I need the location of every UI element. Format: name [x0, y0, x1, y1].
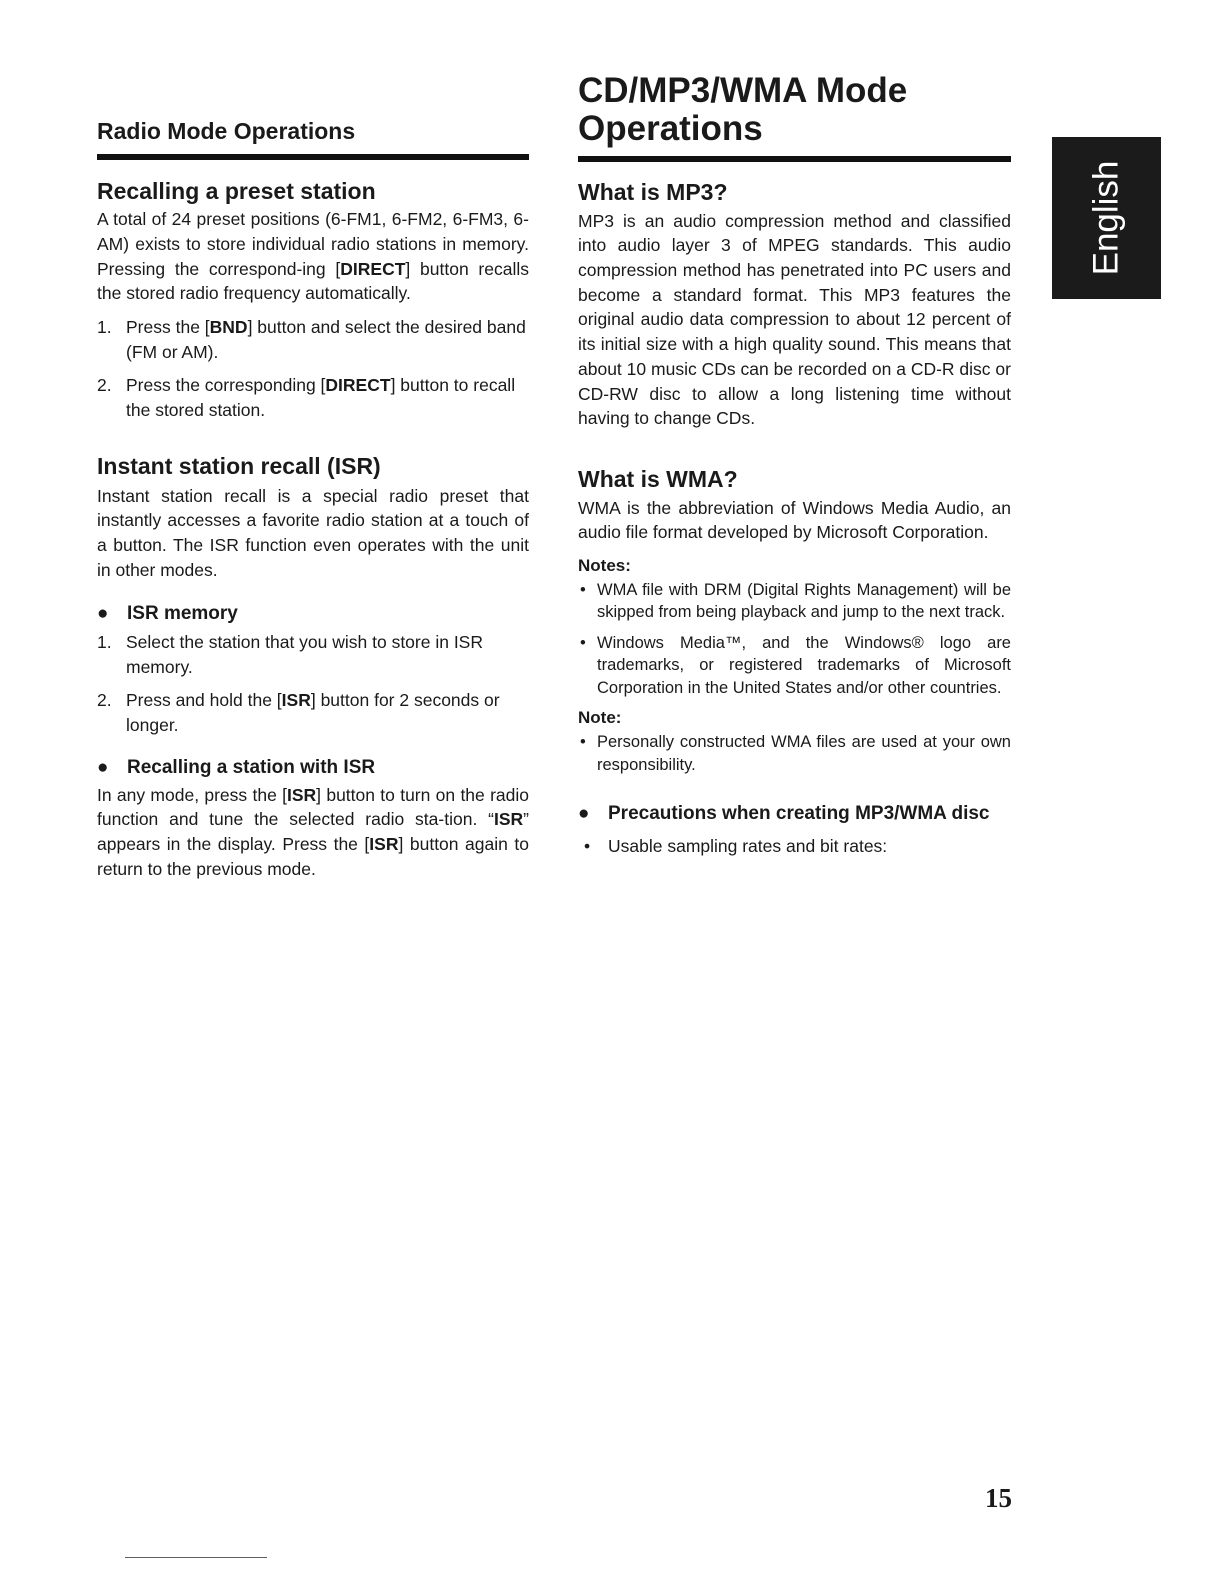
- bullet-icon: •: [580, 733, 586, 752]
- section-rule: [97, 154, 529, 160]
- list-item: 2. Press the corresponding [DIRECT] button to recall the stored station.: [97, 375, 516, 420]
- heading-what-is-mp3: What is MP3?: [578, 179, 728, 205]
- language-tab: English: [1052, 137, 1161, 299]
- page-title: CD/MP3/WMA Mode Operations: [578, 71, 908, 148]
- footer-line: [125, 1557, 267, 1558]
- list-item: • Usable sampling rates and bit rates:: [584, 836, 888, 857]
- list-item: • Windows Media™, and the Windows® logo are trademarks, or registered trademarks of Microsoft Corporation in the United States and/or other countries.: [580, 633, 1011, 697]
- list-item: 2. Press and hold the [ISR] button for 2 seconds or longer.: [97, 690, 500, 736]
- mp3-body: MP3 is an audio compression method and classified into audio layer 3 of MPEG standards. This audio compression method has penetrated into PC users and become a standard format. This MP3 features the original audio data compression to about 12 percent of its initial size with a high quality sound. This means that about 10 music CDs can be recorded on a CD-R disc or CD-RW disc to allow a long listening time without having to change CDs.: [578, 210, 1011, 429]
- preset-steps: [97, 315, 529, 423]
- heading-isr-memory: ● ISR memory: [97, 602, 529, 627]
- bullet-icon: •: [580, 633, 586, 652]
- heading-what-is-wma: What is WMA?: [578, 465, 738, 492]
- notes-list: [578, 579, 1011, 700]
- bullet-icon: •: [580, 580, 586, 599]
- left-column: [97, 118, 529, 882]
- list-item: • Personally constructed WMA files are used at your own responsibility.: [580, 733, 1011, 774]
- bullet-icon: ●: [97, 757, 109, 779]
- heading-recalling-isr: ● Recalling a station with ISR: [97, 756, 529, 781]
- heading-recalling-preset: Recalling a preset station: [97, 177, 376, 204]
- section-rule: [578, 156, 1011, 162]
- notes-label: Notes:: [578, 555, 631, 575]
- list-item: 1. Select the station that you wish to store in ISR memory.: [97, 632, 483, 678]
- wma-body: WMA is the abbreviation of Windows Media Audio, an audio file format developed by Microsoft Corporation.: [578, 497, 1011, 543]
- right-column: [578, 72, 1011, 866]
- list-item: • WMA file with DRM (Digital Rights Management) will be skipped from being playback and jump to the next track.: [580, 580, 1011, 622]
- preset-intro: A total of 24 preset positions (6-FM1, 6-FM2, 6-FM3, 6-AM) exists to store individual radio stations in memory. Pressing the correspond-ing [DIRECT] button recalls the stored radio frequency automatically.: [97, 209, 529, 304]
- heading-precautions: ● Precautions when creating MP3/WMA disc: [578, 802, 1011, 827]
- precautions-list: [578, 835, 1011, 858]
- heading-isr: Instant station recall (ISR): [97, 453, 381, 479]
- note-label: Note:: [578, 708, 622, 728]
- bullet-icon: •: [584, 836, 591, 857]
- page-number: 15: [985, 1483, 1012, 1513]
- isr-recall-text: In any mode, press the [ISR] button to turn on the radio function and tune the selected radio sta-tion. “ISR” appears in the display. Press the [ISR] button again to return to the previous mode.: [97, 784, 529, 879]
- isr-intro: Instant station recall is a special radio preset that instantly accesses a favorite radio station at a touch of a button. The ISR function even operates with the unit in other modes.: [97, 485, 529, 580]
- section-title-radio: Radio Mode Operations: [97, 118, 356, 144]
- list-item: 1. Press the [BND] button and select the desired band (FM or AM).: [97, 317, 526, 362]
- bullet-icon: ●: [578, 803, 590, 825]
- bullet-icon: ●: [97, 603, 109, 625]
- note-list: [578, 731, 1011, 776]
- isr-memory-steps: [97, 630, 529, 738]
